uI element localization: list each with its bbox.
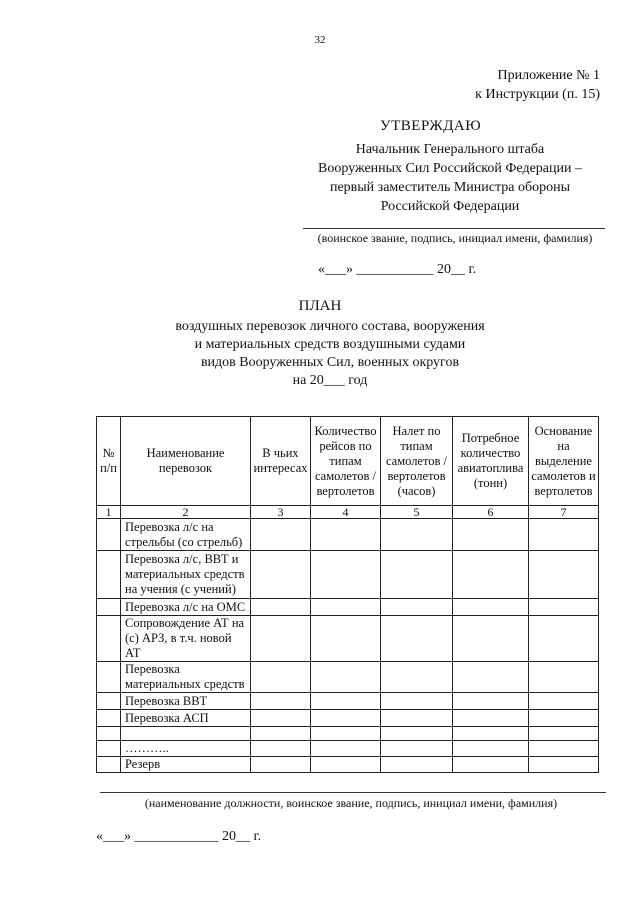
plan-subtitle-line: и материальных средств воздушными судами	[194, 337, 466, 352]
column-number: 5	[381, 506, 453, 519]
appendix-reference	[400, 66, 600, 104]
plan-subtitle-line: воздушных перевозок личного состава, вооружения	[175, 319, 485, 334]
appendix-line-2: к Инструкции (п. 15)	[475, 87, 600, 102]
column-number: 2	[121, 506, 251, 519]
approver-line: первый заместитель Министра обороны	[329, 180, 571, 195]
column-header: Потребное количество авиатоплива (тонн)	[453, 417, 529, 506]
plan-subtitle-line: видов Вооруженных Сил, военных округов	[200, 355, 460, 370]
table-row	[97, 519, 599, 551]
transport-name: Резерв	[121, 757, 251, 773]
footer-signature-line	[100, 792, 606, 793]
column-number: 1	[97, 506, 121, 519]
approver-position	[300, 140, 600, 216]
column-number: 7	[529, 506, 599, 519]
table-row	[97, 727, 599, 741]
column-header: Налет по типам самолетов / вертолетов (часов)	[381, 417, 453, 506]
transport-name: Перевозка АСП	[121, 710, 251, 727]
column-header: № п/п	[97, 417, 121, 506]
column-number: 3	[251, 506, 311, 519]
plan-table	[96, 416, 599, 773]
transport-name: Перевозка л/с на стрельбы (со стрельб)	[121, 519, 251, 551]
column-number: 6	[453, 506, 529, 519]
table-row	[97, 616, 599, 662]
approval-date: «___» ___________ 20__ г.	[318, 262, 477, 277]
transport-name: Перевозка материальных средств	[121, 662, 251, 693]
table-row	[97, 551, 599, 599]
appendix-line-1: Приложение № 1	[497, 68, 600, 83]
table-row	[97, 741, 599, 757]
plan-title: ПЛАН	[298, 298, 342, 314]
table-row	[97, 757, 599, 773]
footer-date: «___» ____________ 20__ г.	[96, 829, 262, 844]
transport-name: ………..	[121, 741, 251, 757]
transport-name: Перевозка л/с, ВВТ и материальных средств на учения (с учений)	[121, 551, 251, 599]
plan-subtitle-line: на 20___ год	[292, 373, 368, 388]
page-number: 32	[314, 34, 326, 46]
transport-name	[121, 727, 251, 741]
approval-signature-hint: (воинское звание, подпись, инициал имени, фамилия)	[317, 231, 593, 245]
approval-title: УТВЕРЖДАЮ	[380, 118, 482, 134]
approver-line: Российской Федерации	[380, 199, 520, 214]
transport-name: Сопровождение АТ на (с) АРЗ, в т.ч. новой АТ	[121, 616, 251, 662]
footer-signature-hint: (наименование должности, воинское звание, подпись, инициал имени, фамилия)	[144, 796, 558, 810]
column-number: 4	[311, 506, 381, 519]
table-row	[97, 710, 599, 727]
table-header-row	[97, 417, 599, 506]
column-header: Количество рейсов по типам самолетов / вертолетов	[311, 417, 381, 506]
approver-line: Вооруженных Сил Российской Федерации –	[318, 161, 582, 176]
table-row	[97, 599, 599, 616]
transport-name: Перевозка ВВТ	[121, 693, 251, 710]
column-header: Наименование перевозок	[121, 417, 251, 506]
table-row	[97, 662, 599, 693]
plan-subtitle	[140, 318, 520, 390]
approver-line: Начальник Генерального штаба	[355, 142, 545, 157]
column-header: В чьих интересах	[251, 417, 311, 506]
column-number-row	[97, 506, 599, 519]
table-row	[97, 693, 599, 710]
approval-signature-line	[303, 228, 605, 229]
transport-name: Перевозка л/с на ОМС	[121, 599, 251, 616]
column-header: Основание на выделение самолетов и вертолетов	[529, 417, 599, 506]
